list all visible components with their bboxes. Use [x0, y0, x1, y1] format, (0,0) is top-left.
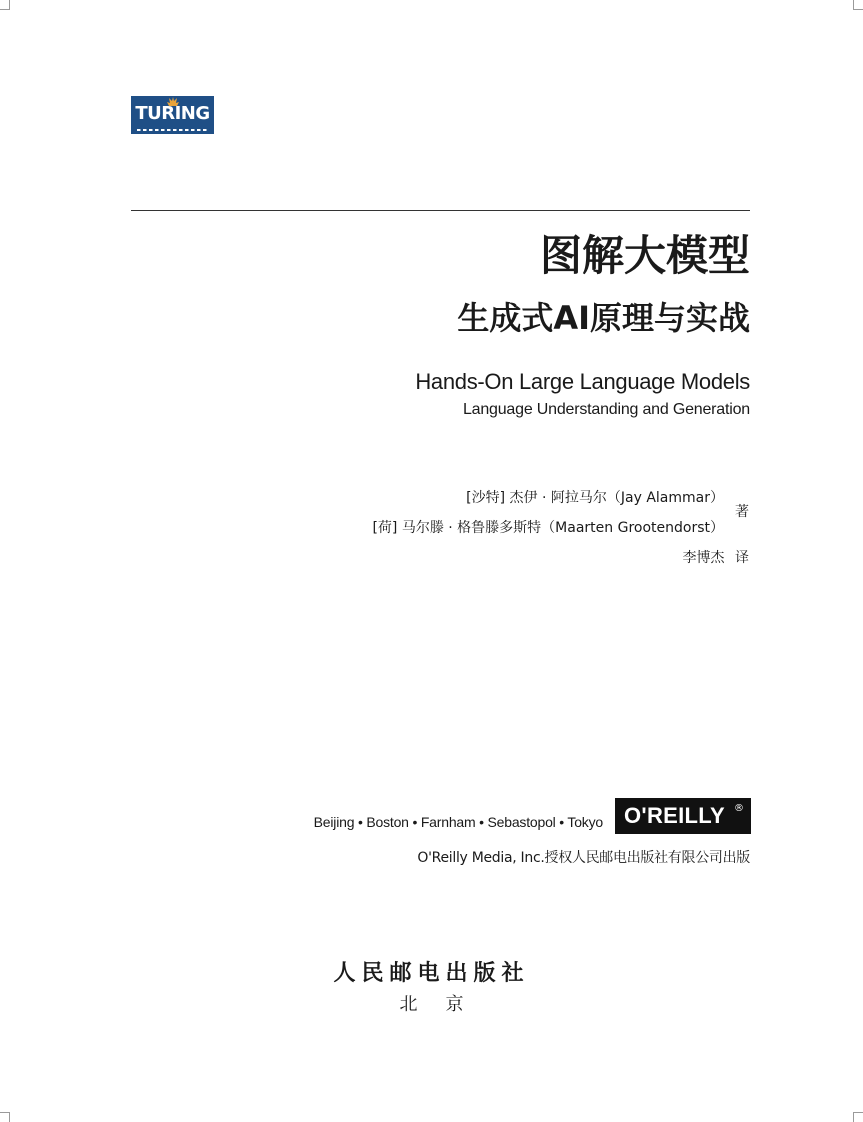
oreilly-logo-text: O'REILLY	[624, 803, 725, 828]
turing-logo-dots	[137, 129, 208, 131]
book-subtitle-chinese: 生成式AI原理与实战	[457, 299, 750, 337]
crop-mark	[853, 9, 863, 10]
oreilly-logo	[615, 798, 751, 834]
crop-mark	[853, 1112, 863, 1113]
author-line: [荷] 马尔滕 · 格鲁滕多斯特（Maarten Grootendorst）	[372, 520, 724, 536]
turing-logo	[131, 96, 214, 134]
publisher-name: 人民邮电出版社	[333, 960, 530, 986]
publisher-cities: Beijing • Boston • Farnham • Sebastopol • Tokyo	[313, 814, 603, 830]
translator-line: 李博杰 译	[682, 550, 749, 566]
registered-mark-icon: ®	[734, 803, 744, 814]
crop-mark	[853, 1112, 854, 1122]
author-role-label: 著	[735, 504, 749, 520]
book-title-english: Hands-On Large Language Models	[415, 369, 750, 394]
book-title-chinese: 图解大模型	[539, 231, 750, 280]
author-line: [沙特] 杰伊 · 阿拉马尔（Jay Alammar）	[466, 490, 724, 506]
publisher-city: 北京	[399, 994, 492, 1015]
authorization-notice: O'Reilly Media, Inc.授权人民邮电出版社有限公司出版	[417, 850, 750, 866]
book-subtitle-english: Language Understanding and Generation	[462, 401, 750, 418]
title-rule	[131, 210, 750, 211]
crop-mark	[9, 1112, 10, 1122]
turing-logo-text: TURING	[135, 103, 210, 124]
crop-mark	[9, 0, 10, 10]
crop-mark	[853, 0, 854, 10]
